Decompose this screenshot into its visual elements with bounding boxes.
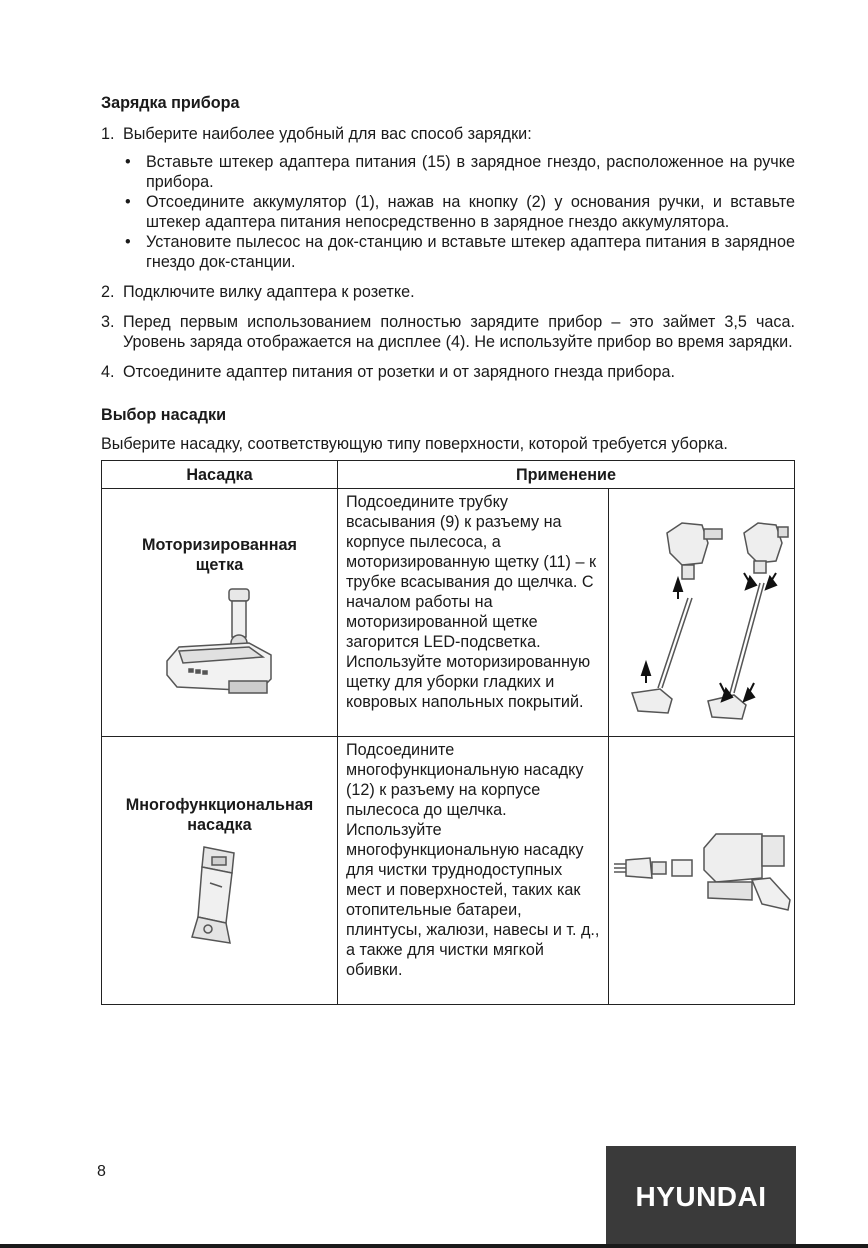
charging-steps bbox=[101, 124, 795, 382]
nozzle-assembly-illustration bbox=[612, 826, 792, 916]
bullet-item bbox=[123, 152, 795, 192]
nozzle-table bbox=[101, 460, 795, 1005]
step-number: 4. bbox=[101, 363, 115, 381]
bullet-symbol: • bbox=[125, 193, 131, 211]
step-number: 3. bbox=[101, 313, 115, 331]
nozzle-intro: Выберите насадку, соответствующую типу поверхности, которой требуется уборка. bbox=[101, 435, 728, 453]
charging-options bbox=[123, 152, 795, 272]
nozzle-name: Моторизированная щетка bbox=[142, 536, 297, 574]
table-header-row bbox=[102, 461, 795, 489]
brush-assembly-illustration bbox=[612, 503, 792, 723]
assembly-picture-cell bbox=[609, 489, 795, 737]
nozzle-name: Многофункциональная насадка bbox=[125, 796, 314, 834]
bullet-text: Вставьте штекер адаптера питания (15) в зарядное гнездо, расположенное на ручке прибора. bbox=[146, 153, 795, 191]
column-header-usage: Применение bbox=[337, 461, 794, 489]
nozzle-name-cell bbox=[102, 737, 338, 1005]
step-4 bbox=[101, 362, 795, 382]
step-number: 1. bbox=[101, 125, 115, 143]
step-text: Подключите вилку адаптера к розетке. bbox=[123, 283, 415, 301]
bullet-symbol: • bbox=[125, 233, 131, 251]
page-bottom-rule bbox=[0, 1244, 868, 1248]
multifunction-nozzle-illustration bbox=[174, 843, 264, 953]
page-number: 8 bbox=[97, 1163, 106, 1180]
nozzle-heading: Выбор насадки bbox=[101, 406, 227, 424]
step-text: Выберите наиболее удобный для вас способ зарядки: bbox=[123, 125, 532, 143]
step-2 bbox=[101, 282, 795, 302]
table-row bbox=[102, 489, 795, 737]
step-text: Отсоедините адаптер питания от розетки и от зарядного гнезда прибора. bbox=[123, 363, 675, 381]
bullet-item bbox=[123, 232, 795, 272]
nozzle-name-cell bbox=[102, 489, 338, 737]
nozzle-description: Подсоедините трубку всасывания (9) к разъему на корпусе пылесоса, а моторизированную щетку (11) – к трубке всасывания до щелчка. С началом работы на моторизированной щетке загорится LED-подсветка. Используйте моторизированную щетку для уборки гладких и ковровых напольных покрытий. bbox=[345, 493, 597, 711]
step-3 bbox=[101, 312, 795, 352]
bullet-text: Установите пылесос на док-станцию и вставьте штекер адаптера питания в зарядное гнездо док-станции. bbox=[146, 233, 795, 271]
page-content bbox=[101, 92, 795, 1005]
bullet-item bbox=[123, 192, 795, 232]
nozzle-description-cell bbox=[337, 489, 608, 737]
step-1 bbox=[101, 124, 795, 272]
hyundai-logo: HYUNDAI bbox=[606, 1146, 796, 1248]
charging-heading: Зарядка прибора bbox=[101, 94, 240, 112]
step-text: Перед первым использованием полностью зарядите прибор – это займет 3,5 часа. Уровень заряда отображается на дисплее (4). Не используйте прибор во время зарядки. bbox=[123, 313, 795, 351]
nozzle-description: Подсоедините многофункциональную насадку (12) к разъему на корпусе пылесоса до щелчка. Используйте многофункциональную насадку для чистки труднодоступных мест и поверхностей, таких как отопительные батареи, плинтусы, жалюзи, навесы и т. д., а также для чистки мягкой обивки. bbox=[345, 741, 600, 979]
column-header-nozzle: Насадка bbox=[102, 461, 338, 489]
assembly-picture-cell bbox=[609, 737, 795, 1005]
nozzle-description-cell bbox=[337, 737, 608, 1005]
table-row bbox=[102, 737, 795, 1005]
motorized-brush-illustration bbox=[159, 583, 279, 703]
step-number: 2. bbox=[101, 283, 115, 301]
bullet-symbol: • bbox=[125, 153, 131, 171]
bullet-text: Отсоедините аккумулятор (1), нажав на кнопку (2) у основания ручки, и вставьте штекер адаптера питания непосредственно в зарядное гнездо аккумулятора. bbox=[146, 193, 795, 231]
